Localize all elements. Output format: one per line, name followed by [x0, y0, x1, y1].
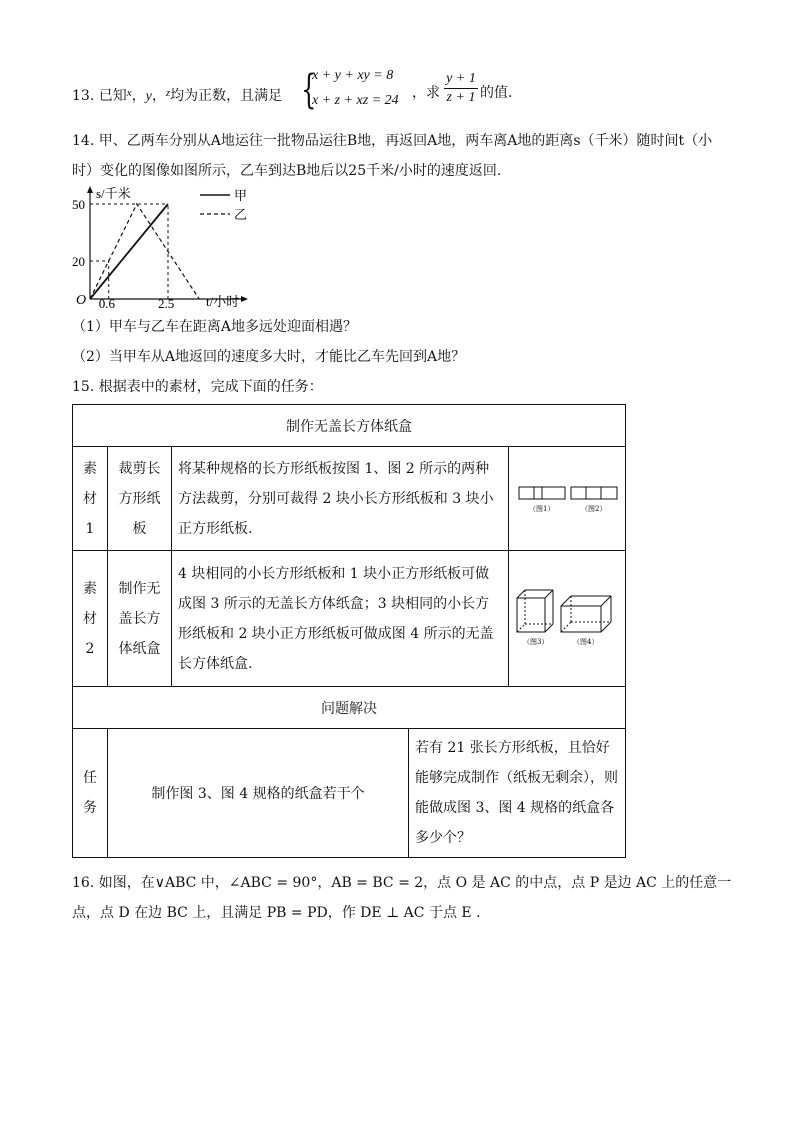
q13-number: 13. — [72, 88, 95, 104]
q13-ask: ，求 — [412, 85, 440, 101]
q14-line-1: 14. 甲、乙两车分别从A地运往一批物品运往B地，再返回A地，两车离A地的距离s（千米）随时间t（小 — [72, 133, 713, 149]
figure-3-box — [517, 590, 553, 632]
q13-text — [72, 82, 282, 108]
equation-2: x + z + xz = 24 — [312, 93, 399, 108]
table-title: 制作无盖长方体纸盒 — [73, 405, 626, 447]
name-line: 制作无 — [118, 580, 161, 597]
figure-1 — [519, 487, 565, 513]
box-figures — [509, 582, 626, 652]
material-2-label — [73, 551, 108, 687]
cutting-figures — [509, 477, 626, 517]
figure-4-caption: （图4） — [573, 637, 599, 646]
comma: ， — [151, 88, 166, 104]
material-1-description: 将某种规格的长方形纸板按图 1、图 2 所示的两种方法裁剪，分别可裁得 2 块小长方形纸板和 3 块小正方形纸板. — [172, 447, 509, 551]
distance-time-graph — [72, 184, 272, 310]
q16-line-1: 16. 如图，在∨ABC 中，∠ABC = 90°，AB = BC = 2，点 O 是 AC 的中点，点 P 是边 AC 上的任意一 — [72, 875, 732, 891]
material-1-label — [73, 447, 108, 551]
task-label — [73, 729, 108, 858]
x-tick-label-0-6: 0.6 — [98, 296, 115, 310]
material-2-figures — [509, 551, 626, 687]
task-name: 制作图 3、图 4 规格的纸盒若干个 — [108, 729, 409, 858]
y-tick-label-50: 50 — [72, 197, 85, 212]
label-char: 素 — [83, 580, 97, 597]
material-table — [72, 404, 626, 858]
equation-brace: { — [301, 67, 317, 113]
name-line: 方形纸 — [118, 490, 161, 507]
x-axis-label: t/小时 — [206, 294, 240, 309]
material-2-description: 4 块相同的小长方形纸板和 1 块小正方形纸板可做成图 3 所示的无盖长方体纸盒；3 块相同的小长方形纸板和 2 块小正方形纸板可做成图 4 所示的无盖长方体纸盒. — [172, 551, 509, 687]
problem-solving-header: 问题解决 — [73, 687, 626, 729]
figure-4-box — [561, 596, 611, 632]
var-y: y — [145, 89, 152, 104]
label-char: 素 — [83, 460, 97, 477]
q14-subquestion-1: （1）甲车与乙车在距离A地多远处迎面相遇？ — [72, 319, 358, 335]
comma: ， — [131, 88, 146, 104]
name-line: 盖长方 — [118, 610, 161, 627]
label-char: 材 — [83, 610, 97, 627]
series-line-yi — [90, 204, 199, 299]
q13-end: 的值. — [480, 85, 513, 101]
figure-2 — [571, 487, 617, 513]
label-char: 材 — [83, 490, 97, 507]
material-1-figures — [509, 447, 626, 551]
x-axis-arrow — [241, 296, 248, 302]
fraction — [444, 70, 478, 107]
x-tick-label-2-5: 2.5 — [158, 296, 175, 310]
material-1-name — [108, 447, 172, 551]
q13-text-part: 均为正数，且满足 — [170, 88, 283, 104]
var-z: z — [165, 87, 171, 99]
legend-label-jia: 甲 — [234, 189, 248, 204]
equation-1: x + y + xy = 8 — [312, 68, 394, 83]
name-line: 体纸盒 — [118, 640, 161, 657]
var-x: x — [126, 87, 132, 99]
fraction-denominator: z + 1 — [444, 88, 478, 107]
q16-line-2: 点，点 D 在边 BC 上，且满足 PB = PD，作 DE ⊥ AC 于点 E . — [72, 905, 481, 921]
y-axis-arrow — [87, 186, 93, 193]
figure-1-caption: （图1） — [529, 504, 555, 513]
q15-intro: 15. 根据表中的素材，完成下面的任务： — [72, 379, 323, 395]
label-char: 2 — [85, 640, 95, 657]
chart-plot-area — [72, 197, 199, 310]
label-char: 1 — [85, 520, 95, 537]
material-2-name — [108, 551, 172, 687]
origin-label: O — [76, 293, 87, 308]
fraction-numerator: y + 1 — [446, 71, 476, 86]
figure-2-caption: （图2） — [581, 504, 607, 513]
series-line-jia — [90, 204, 168, 299]
q13-text-part: 已知 — [98, 88, 127, 104]
y-axis-label: s/千米 — [96, 186, 131, 201]
figure-3-caption: （图3） — [523, 637, 549, 646]
q14-subquestion-2: （2）当甲车从A地返回的速度多大时，才能比乙车先回到A地？ — [72, 349, 466, 365]
name-line: 板 — [132, 520, 147, 537]
legend-label-yi: 乙 — [234, 208, 248, 223]
y-tick-label-20: 20 — [72, 254, 85, 269]
task-question: 若有 21 张长方形纸板，且恰好能够完成制作（纸板无剩余），则能做成图 3、图 4 规格的纸盒各多少个？ — [409, 729, 626, 858]
label-char: 务 — [83, 800, 97, 816]
q14-line-2: 时）变化的图像如图所示，乙车到达B地后以25千米/小时的速度返回. — [72, 163, 502, 179]
label-char: 任 — [83, 770, 97, 786]
name-line: 裁剪长 — [118, 460, 161, 477]
